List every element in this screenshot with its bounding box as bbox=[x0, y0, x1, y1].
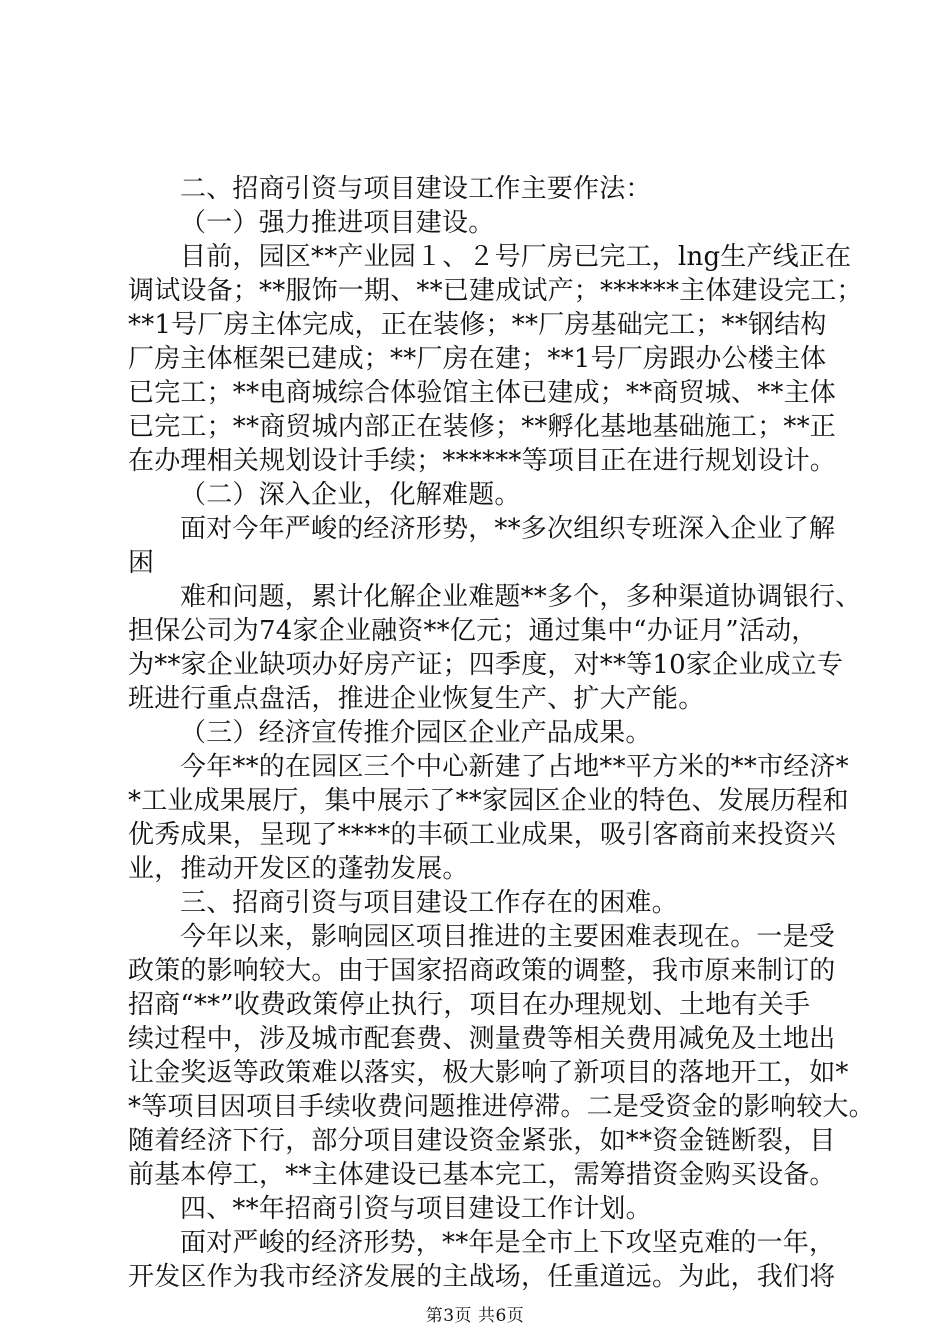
paragraph-line: 为**家企业缺项办好房产证；四季度，对**等10家企业成立专 bbox=[128, 650, 844, 680]
paragraph-line: 已完工；**电商城综合体验馆主体已建成；**商贸城、**主体 bbox=[128, 378, 837, 408]
paragraph-line: 面对严峻的经济形势，**年是全市上下攻坚克难的一年， bbox=[180, 1228, 836, 1258]
section-heading-3: 三、招商引资与项目建设工作存在的困难。 bbox=[180, 888, 678, 918]
paragraph-line: *工业成果展厅，集中展示了**家园区企业的特色、发展历程和 bbox=[128, 786, 849, 816]
paragraph-line: 在办理相关规划设计手续；******等项目正在进行规划设计。 bbox=[128, 446, 837, 476]
subheading-3: （三）经济宣传推介园区企业产品成果。 bbox=[180, 718, 652, 748]
paragraph-line: 前基本停工，**主体建设已基本完工，需筹措资金购买设备。 bbox=[128, 1160, 836, 1190]
paragraph-line: 目前，园区**产业园１、２号厂房已完工，lng生产线正在 bbox=[180, 242, 852, 272]
paragraph-line: 今年**的在园区三个中心新建了占地**平方米的**市经济* bbox=[180, 752, 849, 782]
subheading-2: （二）深入企业，化解难题。 bbox=[180, 480, 521, 510]
paragraph-line: 班进行重点盘活，推进企业恢复生产、扩大产能。 bbox=[128, 684, 705, 714]
paragraph-line: 面对今年严峻的经济形势，**多次组织专班深入企业了解 bbox=[180, 514, 836, 544]
paragraph-line: 政策的影响较大。由于国家招商政策的调整，我市原来制订的 bbox=[128, 956, 836, 986]
paragraph-line: 已完工；**商贸城内部正在装修；**孵化基地基础施工；**正 bbox=[128, 412, 837, 442]
paragraph-line: 今年以来，影响园区项目推进的主要困难表现在。一是受 bbox=[180, 922, 836, 952]
paragraph-line: 随着经济下行，部分项目建设资金紧张，如**资金链断裂，目 bbox=[128, 1126, 836, 1156]
section-heading-4: 四、**年招商引资与项目建设工作计划。 bbox=[180, 1194, 652, 1224]
paragraph-line: 招商“**”收费政策停止执行，项目在办理规划、土地有关手 bbox=[128, 990, 811, 1020]
paragraph-line: 让金奖返等政策难以落实，极大影响了新项目的落地开工，如* bbox=[128, 1058, 849, 1088]
paragraph-line: 困 bbox=[128, 548, 155, 578]
subheading-1: （一）强力推进项目建设。 bbox=[180, 208, 495, 238]
paragraph-line: 续过程中，涉及城市配套费、测量费等相关费用减免及土地出 bbox=[128, 1024, 836, 1054]
paragraph-line: **1号厂房主体完成，正在装修；**厂房基础完工；**钢结构 bbox=[128, 310, 827, 340]
paragraph-line: 担保公司为74家企业融资**亿元；通过集中“办证月”活动， bbox=[128, 616, 818, 646]
paragraph-line: 厂房主体框架已建成；**厂房在建；**1号厂房跟办公楼主体 bbox=[128, 344, 827, 374]
paragraph-line: 调试设备；**服饰一期、**已建成试产；******主体建设完工； bbox=[128, 276, 863, 306]
paragraph-line: 难和问题，累计化解企业难题**多个，多种渠道协调银行、 bbox=[180, 582, 862, 612]
page-footer: 第3页 共6页 bbox=[425, 1306, 525, 1326]
section-heading-2: 二、招商引资与项目建设工作主要作法： bbox=[180, 174, 652, 204]
paragraph-line: 业，推动开发区的蓬勃发展。 bbox=[128, 854, 469, 884]
paragraph-line: 优秀成果，呈现了****的丰硕工业成果，吸引客商前来投资兴 bbox=[128, 820, 836, 850]
paragraph-line: *等项目因项目手续收费问题推进停滞。二是受资金的影响较大。 bbox=[128, 1092, 875, 1122]
paragraph-line: 开发区作为我市经济发展的主战场，任重道远。为此，我们将 bbox=[128, 1262, 836, 1292]
